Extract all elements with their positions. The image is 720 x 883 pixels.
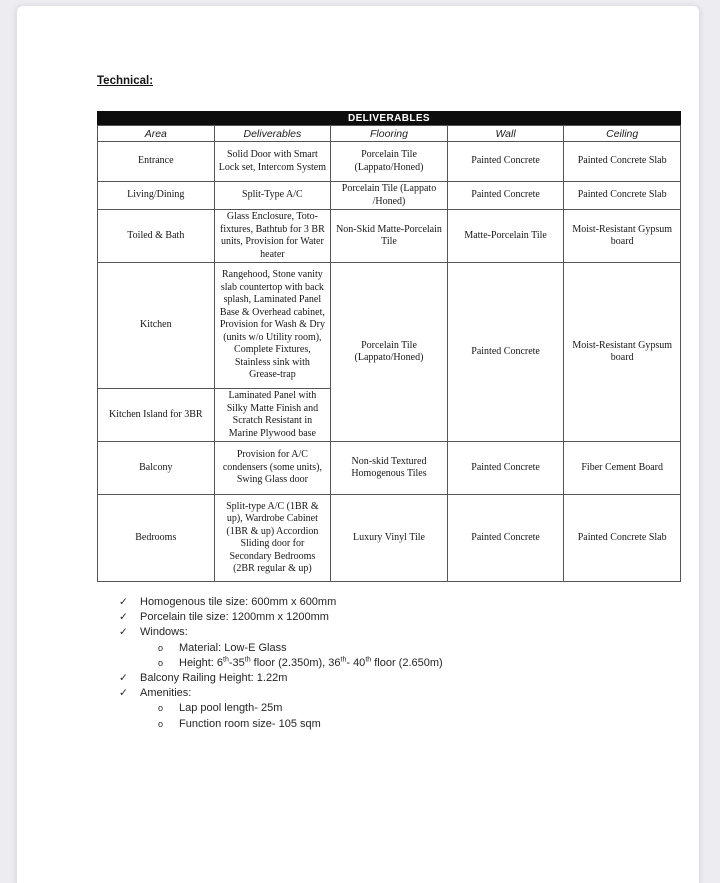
check-icon: ✓ [119,687,128,700]
cell-ceiling: Fiber Cement Board [564,442,681,495]
note-item-balcony-railing [97,671,657,686]
check-icon: ✓ [119,672,128,685]
cell-ceiling: Moist-Resistant Gypsum board [564,210,681,263]
cell-wall: Painted Concrete [447,142,564,182]
notes-list [97,595,657,732]
deliverables-table [97,111,681,582]
cell-deliverables: Provision for A/C condensers (some units), Swing Glass door [214,442,331,495]
table-row-bedrooms [98,495,681,582]
note-item-window-height [97,656,657,671]
table-title: DELIVERABLES [98,112,681,126]
column-header-area: Area [98,126,215,142]
note-text-segment: floor (2.350m), 36 [250,656,341,669]
note-text: Function room size- 105 sqm [179,717,321,730]
ordinal-suffix: th [223,656,229,664]
cell-ceiling: Painted Concrete Slab [564,142,681,182]
table-column-header-row [98,126,681,142]
cell-deliverables: Rangehood, Stone vanity slab countertop with back splash, Laminated Panel Base & Overhead cabinet, Provision for Wash & Dry (units w/o Utility room), Complete Fixtures, Stainless sink with Grease-trap [214,263,331,389]
cell-ceiling: Painted Concrete Slab [564,495,681,582]
section-heading: Technical: [97,75,154,87]
cell-flooring: Porcelain Tile (Lappato/Honed) [331,263,448,442]
cell-area: Kitchen [98,263,215,389]
column-header-ceiling: Ceiling [564,126,681,142]
cell-wall: Painted Concrete [447,182,564,210]
note-item-window-material [97,641,657,656]
note-item-homogenous-tile [97,595,657,610]
note-text [179,656,443,671]
check-icon: ✓ [119,611,128,624]
cell-area: Living/Dining [98,182,215,210]
note-text-segment: Height: 6 [179,656,224,669]
note-text-segment: floor (2.650m) [371,656,443,669]
circle-bullet-icon: o [158,703,164,714]
circle-bullet-icon: o [158,718,164,729]
cell-flooring: Porcelain Tile (Lappato /Honed) [331,182,448,210]
table-row-balcony [98,442,681,495]
column-header-flooring: Flooring [331,126,448,142]
column-header-wall: Wall [447,126,564,142]
cell-area: Toiled & Bath [98,210,215,263]
cell-deliverables: Solid Door with Smart Lock set, Intercom System [214,142,331,182]
cell-deliverables: Split-Type A/C [214,182,331,210]
cell-flooring: Porcelain Tile (Lappato/Honed) [331,142,448,182]
cell-wall: Painted Concrete [447,442,564,495]
ordinal-suffix: th [340,656,347,664]
cell-area: Bedrooms [98,495,215,582]
cell-ceiling: Painted Concrete Slab [564,182,681,210]
cell-wall: Matte-Porcelain Tile [447,210,564,263]
cell-flooring: Non-Skid Matte-Porcelain Tile [331,210,448,263]
cell-deliverables: Glass Enclosure, Toto-fixtures, Bathtub for 3 BR units, Provision for Water heater [214,210,331,263]
table-title-row [98,112,681,126]
note-item-windows [97,625,657,640]
note-text-segment: - 40 [346,656,366,669]
note-text: Porcelain tile size: 1200mm x 1200mm [140,611,329,624]
note-text: Homogenous tile size: 600mm x 600mm [140,596,337,608]
cell-ceiling: Moist-Resistant Gypsum board [564,263,681,442]
check-icon: ✓ [119,626,128,639]
circle-bullet-icon: o [158,657,164,668]
note-item-function-room [97,717,657,732]
note-item-lap-pool [97,701,657,716]
cell-area: Balcony [98,442,215,495]
table-row-toiled-bath [98,210,681,263]
note-text: Lap pool length- 25m [179,702,283,715]
cell-area: Entrance [98,142,215,182]
note-item-porcelain-tile [97,610,657,625]
ordinal-suffix: th [365,656,372,664]
document-page [16,5,700,883]
note-text: Windows: [140,626,188,639]
circle-bullet-icon: o [158,642,164,653]
table-row-entrance [98,142,681,182]
note-text: Material: Low-E Glass [179,641,287,654]
cell-flooring: Non-skid Textured Homogenous Tiles [331,442,448,495]
note-text-segment: -35 [228,656,245,669]
table-row-living-dining [98,182,681,210]
cell-flooring: Luxury Vinyl Tile [331,495,448,582]
table-row-kitchen [98,263,681,389]
note-item-amenities [97,686,657,701]
note-text: Balcony Railing Height: 1.22m [140,672,288,685]
check-icon: ✓ [119,596,128,608]
note-text: Amenities: [140,687,192,700]
cell-wall: Painted Concrete [447,495,564,582]
cell-area: Kitchen Island for 3BR [98,389,215,442]
cell-wall: Painted Concrete [447,263,564,442]
cell-deliverables: Split-type A/C (1BR & up), Wardrobe Cabinet (1BR & up) Accordion Sliding door for Secondary Bedrooms (2BR regular & up) [214,495,331,582]
column-header-deliverables: Deliverables [214,126,331,142]
ordinal-suffix: th [244,656,251,664]
cell-deliverables: Laminated Panel with Silky Matte Finish and Scratch Resistant in Marine Plywood base [214,389,331,442]
